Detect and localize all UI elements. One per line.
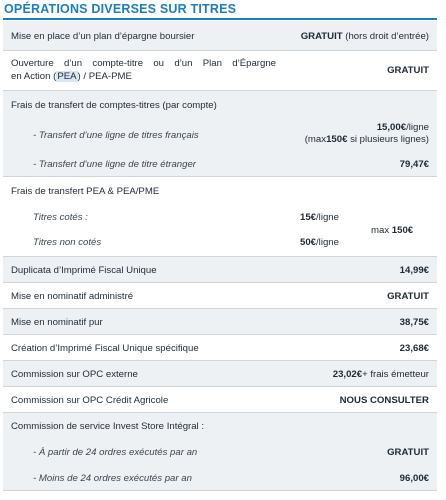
fee-row-transfert-etranger [3,151,437,177]
fee-value [305,122,429,146]
fee-price: 96,00€ [399,473,429,484]
fee-label-line2 [11,71,132,82]
fee-price: GRATUIT [387,291,429,302]
fee-value [300,237,339,248]
fee-value [387,447,429,458]
fee-label: Mise en place d’un plan d’épargne boursier [11,31,195,42]
fee-row-invest-store [3,413,437,439]
fee-label: Frais de transfert de comptes-titres (par compte) [11,100,217,111]
fee-value [400,473,429,484]
fee-price: 50€ [300,237,317,248]
fee-price: 15€ [300,212,317,223]
fee-unit: /ligne [316,237,339,248]
fee-note: + frais émetteur [362,369,429,380]
fee-price: 14,99€ [399,265,429,276]
fee-row-transfert-comptes [3,91,437,119]
fee-value [400,265,429,276]
pea-highlight: PEA [57,71,77,82]
fee-row-nominatif-pur [3,309,437,335]
fee-value [387,291,429,302]
fee-price: 23,02€ [332,369,363,380]
fee-sublabel: Titres non cotés [33,237,102,248]
fee-label: Commission sur OPC Crédit Agricole [11,395,169,406]
fee-value [400,159,429,170]
fee-label: Duplicata d’Imprimé Fiscal Unique [11,265,157,276]
fee-row-ouverture-compte [3,51,437,91]
fee-value [400,343,429,354]
fee-label-text: ) / PEA-PME [77,71,132,82]
fee-price: 150€ [391,225,414,236]
fee-label: Mise en nominatif pur [11,317,103,328]
fee-sublabel: - Moins de 24 ordres exécutés par an [33,473,192,484]
fee-price: 79,47€ [399,159,429,170]
fee-label-line1: Ouverture d’un compte-titre ou d’un Plan d’Épargne [11,58,276,69]
title-underline [3,18,437,20]
fee-label: Frais de transfert PEA & PEA/PME [11,186,160,197]
fees-table [3,21,437,491]
fee-row-transfert-pea [3,177,437,257]
fee-price: GRATUIT [300,31,343,42]
fee-price: 38,75€ [399,317,429,328]
fee-price: GRATUIT [387,65,429,76]
fee-label-text: en Action ( [11,71,57,82]
fee-sublabel: - À partir de 24 ordres exécutés par an [33,447,198,458]
fee-value [301,31,429,42]
fee-value [400,317,429,328]
fee-unit: /ligne [316,212,339,223]
fee-value [333,369,429,380]
fee-note: si plusieurs lignes) [347,134,429,145]
fee-label: Commission sur OPC externe [11,369,138,380]
fee-value [387,65,429,76]
fee-label: Création d’Imprimé Fiscal Unique spécifique [11,343,199,354]
fee-note: (hors droit d’entrée) [342,31,429,42]
fee-row-invest-store-24-plus [3,439,437,465]
fee-note: max [371,225,392,236]
fee-price: GRATUIT [387,447,429,458]
fee-note: (max [304,134,327,145]
fee-row-transfert-francais [3,119,437,151]
fee-row-plan-epargne [3,21,437,51]
fee-value [340,395,429,406]
fee-price: 15,00€ [376,122,407,133]
fee-sublabel: - Transfert d’une ligne de titre étranger [33,159,196,170]
fee-sublabel: - Transfert d’une ligne de titres français [33,130,199,141]
fee-row-opc-externe [3,361,437,387]
fee-row-creation-ifu [3,335,437,361]
fee-label: Commission de service Invest Store Intégral : [11,421,205,432]
fee-row-nominatif-administre [3,283,437,309]
fee-price: 150€ [326,134,348,145]
fee-label: Mise en nominatif administré [11,291,134,302]
fee-unit: /ligne [406,122,429,133]
fee-row-invest-store-24-minus [3,465,437,491]
fee-price: NOUS CONSULTER [339,395,429,406]
fee-value [300,212,339,223]
fee-sublabel: Titres cotés : [33,212,88,223]
fee-price: 23,68€ [399,343,429,354]
fee-row-opc-credit-agricole [3,387,437,413]
fee-row-duplicata-ifu [3,257,437,283]
fee-max-value [371,225,413,236]
section-title: OPÉRATIONS DIVERSES SUR TITRES [4,2,237,16]
